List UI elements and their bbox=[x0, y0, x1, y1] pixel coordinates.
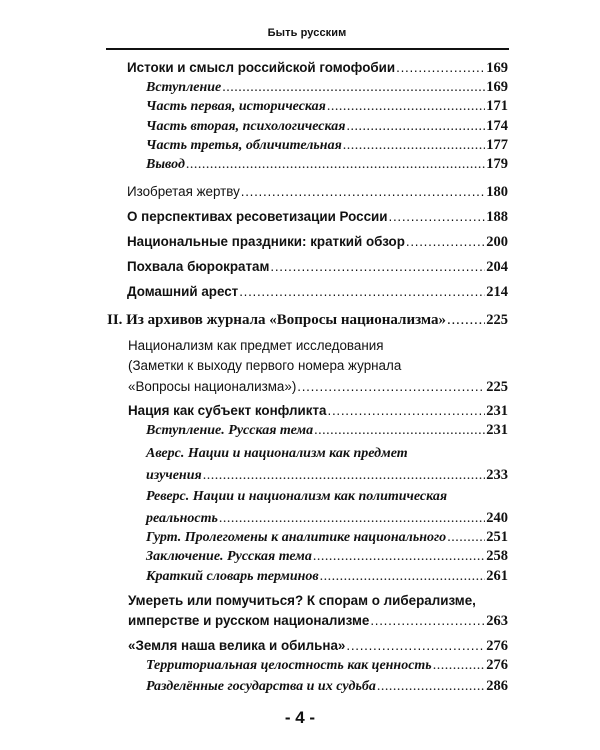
toc-entry[interactable] bbox=[127, 232, 508, 253]
toc-entry-page: 169 bbox=[486, 60, 508, 76]
toc-entry-page: 240 bbox=[486, 510, 508, 526]
toc-entry[interactable] bbox=[146, 466, 508, 486]
toc-entry[interactable] bbox=[128, 377, 508, 398]
toc-entry[interactable] bbox=[146, 97, 508, 117]
toc-entry[interactable] bbox=[128, 611, 508, 632]
toc-entry[interactable] bbox=[127, 282, 508, 303]
toc-entry-title: имперстве и русском национализме bbox=[128, 613, 370, 628]
toc-entry[interactable] bbox=[146, 117, 508, 137]
toc-entry-page: 276 bbox=[486, 638, 508, 654]
toc-entry-title: Разделённые государства и их судьба bbox=[146, 679, 376, 694]
dot-leader bbox=[219, 509, 485, 529]
toc-entry-title: Часть первая, историческая bbox=[146, 99, 326, 114]
toc-entry-page: 276 bbox=[486, 657, 508, 673]
dot-leader bbox=[270, 257, 485, 277]
dot-leader bbox=[186, 155, 485, 175]
dot-leader bbox=[343, 136, 485, 156]
toc-entry-title: Вступление. Русская тема bbox=[146, 423, 314, 438]
toc-entry-title: реальность bbox=[146, 511, 218, 526]
toc-entry-title: Нация как субъект конфликта bbox=[128, 403, 327, 418]
toc-entry-page: 233 bbox=[486, 467, 508, 483]
toc-entry-title-line: Реверс. Нации и национализм как политическая bbox=[146, 489, 448, 504]
toc-entry-title: Заключение. Русская тема bbox=[146, 549, 312, 564]
toc-entry-title: Истоки и смысл российской гомофобии bbox=[127, 60, 396, 75]
dot-leader bbox=[222, 78, 485, 98]
page-number: - 4 - bbox=[284, 708, 316, 727]
toc-entry-title-line: Аверс. Нации и национализм как предмет bbox=[146, 446, 408, 461]
toc-entry[interactable] bbox=[128, 636, 508, 657]
toc-entry[interactable] bbox=[128, 401, 508, 422]
toc-entry-title: Часть вторая, психологическая bbox=[146, 119, 346, 134]
toc-entry-page: 225 bbox=[486, 312, 508, 328]
toc-entry-title: Похвала бюрократам bbox=[127, 259, 270, 274]
toc-entry[interactable] bbox=[146, 677, 508, 697]
toc-entry-page: 200 bbox=[486, 234, 508, 250]
toc-entry[interactable] bbox=[146, 567, 508, 587]
toc-entry[interactable] bbox=[146, 656, 508, 676]
dot-leader bbox=[320, 567, 486, 587]
toc-entry-title: II. Из архивов журнала «Вопросы национализма» bbox=[107, 312, 447, 328]
toc-entry-title: «Земля наша велика и обильна» bbox=[128, 638, 346, 653]
toc-entry-title: Вывод bbox=[146, 157, 185, 172]
toc-entry-page: 231 bbox=[486, 403, 508, 419]
toc-entry-page: 188 bbox=[486, 209, 508, 225]
toc-entry-page: 177 bbox=[486, 137, 508, 153]
toc-entry-page: 171 bbox=[486, 98, 508, 114]
toc-entry-page: 258 bbox=[486, 548, 508, 564]
toc-entry[interactable] bbox=[146, 136, 508, 156]
toc-entry-page: 204 bbox=[486, 259, 508, 275]
toc-entry-page: 251 bbox=[486, 529, 508, 545]
toc-entry[interactable] bbox=[127, 257, 508, 278]
toc-entry-page: 261 bbox=[486, 568, 508, 584]
dot-leader bbox=[389, 207, 486, 227]
toc-entry[interactable] bbox=[146, 509, 508, 529]
toc-entry[interactable] bbox=[127, 207, 508, 228]
dot-leader bbox=[346, 636, 485, 656]
toc-entry[interactable] bbox=[127, 58, 508, 79]
toc-entry-page: 225 bbox=[486, 379, 508, 395]
dot-leader bbox=[370, 611, 485, 631]
dot-leader bbox=[239, 282, 485, 302]
toc-entry-title-line: Национализм как предмет исследования bbox=[128, 338, 384, 353]
toc-entry[interactable] bbox=[127, 182, 508, 203]
toc-entry-title: О перспективах ресоветизации России bbox=[127, 209, 388, 224]
dot-leader bbox=[313, 547, 485, 567]
toc-entry-title: «Вопросы национализма») bbox=[128, 379, 297, 394]
dot-leader bbox=[396, 58, 485, 78]
toc-entry[interactable] bbox=[146, 155, 508, 175]
toc-entry-page: 214 bbox=[486, 284, 508, 300]
toc-entry-title: Территориальная целостность как ценность bbox=[146, 658, 432, 673]
toc-entry-title: Часть третья, обличительная bbox=[146, 138, 342, 153]
toc-entry-page: 169 bbox=[486, 79, 508, 95]
toc-section-heading[interactable] bbox=[107, 311, 508, 331]
dot-leader bbox=[203, 466, 486, 486]
toc-entry-title: Вступление bbox=[146, 80, 222, 95]
toc-entry-page: 286 bbox=[486, 678, 508, 694]
dot-leader bbox=[327, 97, 485, 117]
toc-entry-title: Домашний арест bbox=[127, 284, 239, 299]
dot-leader bbox=[314, 421, 485, 441]
toc-entry[interactable] bbox=[146, 421, 508, 441]
header-rule bbox=[106, 48, 509, 50]
dot-leader bbox=[406, 232, 485, 252]
toc-entry-page: 263 bbox=[486, 613, 508, 629]
toc-entry-page: 179 bbox=[486, 156, 508, 172]
dot-leader bbox=[377, 677, 485, 697]
toc-entry-title: Изобретая жертву bbox=[127, 184, 240, 199]
toc-entry-title: изучения bbox=[146, 468, 202, 483]
toc-entry[interactable] bbox=[146, 78, 508, 98]
toc-entry-title: Краткий словарь терминов bbox=[146, 569, 319, 584]
running-head: Быть русским bbox=[267, 27, 347, 39]
toc-entry-page: 180 bbox=[486, 184, 508, 200]
toc-entry-page: 174 bbox=[486, 118, 508, 134]
dot-leader bbox=[241, 182, 485, 202]
toc-entry-title: Гурт. Пролегомены к аналитике национального bbox=[146, 530, 447, 545]
toc-entry[interactable] bbox=[146, 528, 508, 548]
toc-entry-title-line: Умереть или помучиться? К спорам о либерализме, bbox=[128, 593, 476, 608]
dot-leader bbox=[447, 528, 485, 548]
toc-entry[interactable] bbox=[146, 547, 508, 567]
toc-entry-page: 231 bbox=[486, 422, 508, 438]
dot-leader bbox=[346, 117, 485, 137]
dot-leader bbox=[433, 656, 486, 676]
dot-leader bbox=[297, 377, 485, 397]
dot-leader bbox=[447, 311, 485, 331]
dot-leader bbox=[328, 401, 486, 421]
toc-entry-title: Национальные праздники: краткий обзор bbox=[127, 234, 405, 249]
toc-entry-title-line: (Заметки к выходу первого номера журнала bbox=[128, 358, 402, 373]
